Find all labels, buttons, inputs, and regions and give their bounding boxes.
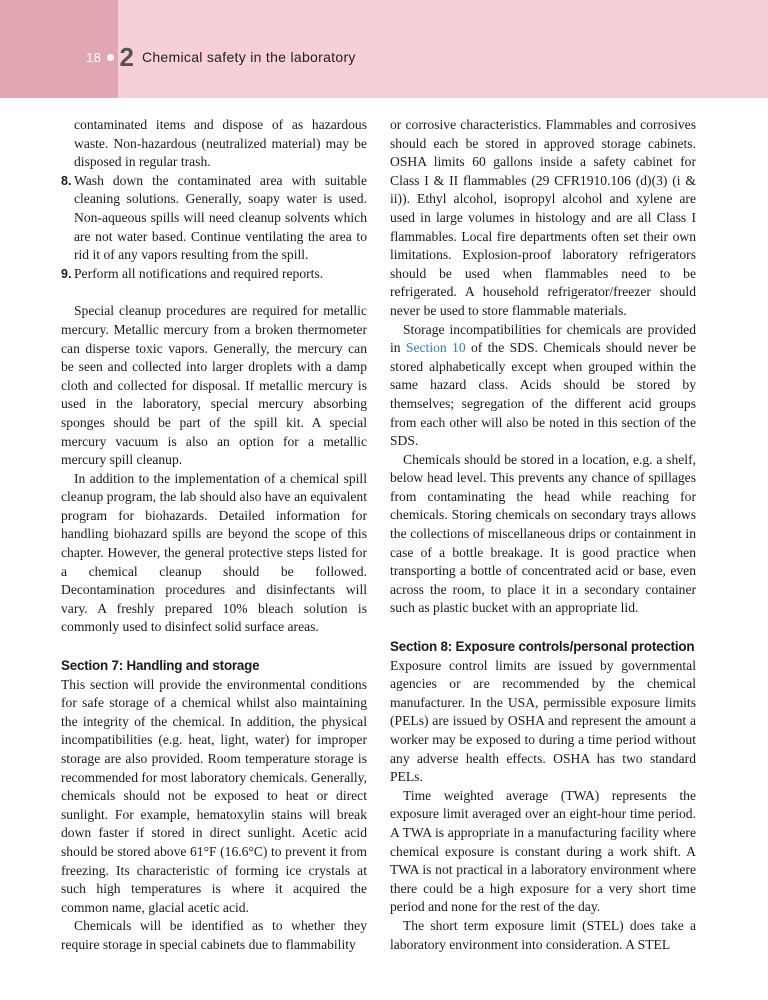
paragraph-incompatibilities (390, 321, 696, 451)
paragraph-biohazard: In addition to the implementation of a chemical spill cleanup program, the lab should also have an equivalent program for biohazards. Detailed information for handling biohazard spills are beyond the scope of this chapter. However, the general protective steps listed for a chemical cleanup should be followed. Decontamination procedures and disinfectants will vary. A freshly prepared 10% bleach solution is commonly used to disinfect solid surface areas. (61, 470, 367, 635)
paragraph-section-7: This section will provide the environmental conditions for safe storage of a chemical whilst also maintaining the integrity of the chemical. In addition, the physical incompatibilities (e.g. heat, light, water) for improper storage are also provided. Room temperature storage is recommended for most laboratory chemicals. Generally, chemicals should not be exposed to heat or direct sunlight. For example, hematoxylin stains will break down faster if stored in direct sunlight. Acetic acid should be stored above 61°F (16.6°C) to prevent it from freezing. Its characteristic of forming ice crystals at such high temperatures is where it acquired the common name, glacial acetic acid. (61, 676, 367, 915)
bullet-dot-icon (107, 54, 114, 61)
text-run: of the SDS. Chemicals should never be stored alphabetically except when grouped within the same hazard class. Acids should be stored by themselves; segregation of the different acid groups from each other will also be noted in this section of the SDS. (390, 340, 696, 449)
step-text: Wash down the contaminated area with suitable cleaning solutions. Generally, soapy water is used. Non-aqueous spills will need cleanup solvents which are not water based. Continue ventilating the area to rid it of any vapors resulting from the spill. (74, 172, 367, 263)
left-column (61, 116, 367, 955)
page-number: 18 (86, 49, 102, 65)
section-8-heading: Section 8: Exposure controls/personal protection (390, 639, 695, 655)
section-10-link[interactable]: Section 10 (405, 340, 466, 356)
chapter-title: Chemical safety in the laboratory (141, 49, 356, 65)
paragraph-section-8: Exposure control limits are issued by governmental agencies or are recommended by the chemical manufacturer. In the USA, permissible exposure limits (PELs) are issued by OSHA and represent the amount a worker may be exposed to during a time period without any adverse health effects. OSHA has two standard PELs. (390, 657, 696, 785)
step-9 (61, 265, 367, 284)
right-column (390, 116, 696, 954)
paragraph-stel: The short term exposure limit (STEL) does take a laboratory environment into consideration. A STEL (390, 917, 696, 952)
step-text: Perform all notifications and required reports. (74, 265, 324, 281)
paragraph-storage-location: Chemicals should be stored in a location, e.g. a shelf, below head level. This prevents any chance of spillages from contaminating the head while reaching for chemicals. Storing chemicals on secondary trays allows the collections of miscellaneous drips or containment in case of a bottle breakage. It is good practice when transporting a bottle of concentrated acid or base, even across the room, to place it in a secondary container such as plastic bucket with an appropriate lid. (390, 451, 696, 616)
step-number: 9. (61, 266, 72, 281)
chapter-number: 2 (119, 42, 134, 72)
paragraph-mercury: Special cleanup procedures are required for metallic mercury. Metallic mercury from a broken thermometer can disperse toxic vapors. Generally, the mercury can be seen and collected into larger droplets with a damp cloth and collected for disposal. If metallic mercury is used in the laboratory, special mercury absorbing sponges should be part of the spill kit. A special mercury vacuum is also an option for a metallic mercury spill cleanup. (61, 303, 367, 468)
step-number: 8. (61, 173, 72, 188)
text-run: Storage incompatibilities for chemicals are provided in (390, 321, 696, 356)
paragraph-twa: Time weighted average (TWA) represents the exposure limit averaged over an eight-hour time period. A TWA is appropriate in a manufacturing facility where chemical exposure is constant during a work shift. A TWA is not practical in a laboratory environment where there could be a high exposure for a very short time period and none for the rest of the day. (390, 787, 696, 915)
paragraph-continued: contaminated items and dispose of as hazardous waste. Non-hazardous (neutralized material) may be disposed in regular trash. (74, 117, 367, 170)
section-7-heading: Section 7: Handling and storage (61, 658, 260, 674)
running-head (86, 42, 356, 72)
paragraph-cabinets: Chemicals will be identified as to whether they require storage in special cabinets due to flammability (61, 918, 367, 952)
paragraph-flammables: or corrosive characteristics. Flammables and corrosives should each be stored in approved storage cabinets. OSHA limits 60 gallons inside a safety cabinet for Class I & II flammables (29 CFR1910.106 (d)(3) (i & ii)). Ethyl alcohol, isopropyl alcohol and xylene are used in large volumes in histology and are all Class I flammables. Local fire departments often set their own limitations. Explosion-proof laboratory refrigerators should be used when flammables need to be refrigerated. A household refrigerator/freezer should never be used to store flammable materials. (390, 117, 696, 318)
step-8 (61, 172, 367, 265)
